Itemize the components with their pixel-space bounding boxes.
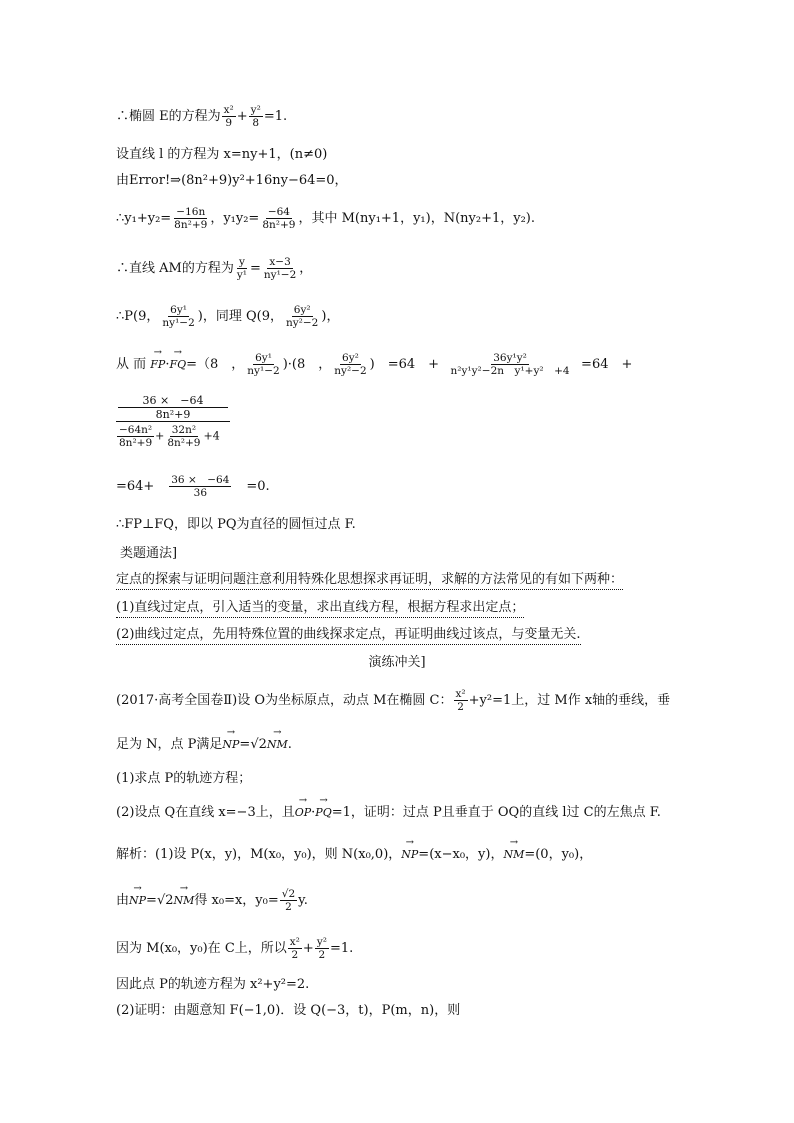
- text: ，y₁y₂=: [210, 211, 260, 226]
- denominator: 2: [457, 701, 464, 713]
- section-heading-method: 类题通法]: [120, 546, 178, 561]
- text: =1，证明：过点 P且垂直于 OQ的直线 l过 C的左焦点 F.: [331, 805, 661, 820]
- fraction: [222, 104, 236, 129]
- compound-fraction: [116, 392, 230, 449]
- text: 由: [116, 893, 130, 908]
- fraction: [280, 888, 297, 913]
- compound-numerator: [116, 394, 230, 422]
- problem-statement-1: [116, 688, 670, 713]
- text: ∴P(9，: [116, 309, 160, 324]
- numerator: √2: [281, 888, 296, 900]
- fraction: [172, 206, 209, 231]
- numerator: y²: [316, 936, 327, 948]
- text: =1.: [263, 109, 288, 124]
- denominator: 8n²+9: [119, 437, 153, 449]
- denominator: 8n²+9: [155, 408, 191, 421]
- denominator: ny²−2: [334, 365, 367, 377]
- compound-denominator: [116, 422, 220, 449]
- text: =（8 ，: [186, 357, 245, 372]
- fraction: [262, 256, 298, 281]
- numerator: 36 × −64: [171, 474, 230, 486]
- text: 因为 M(x₀，y₀)在 C上，所以: [116, 941, 287, 956]
- text: ∴椭圆 E的方程为: [116, 109, 221, 124]
- text: )·(8 ，: [282, 357, 332, 372]
- compound-fraction-body: [116, 394, 230, 449]
- fraction: [249, 104, 263, 129]
- numerator: −16n: [176, 206, 206, 218]
- denominator: ny¹−2: [263, 269, 297, 281]
- text: +: [302, 941, 314, 956]
- ellipse-equation-line: [116, 104, 287, 129]
- vector-nm: → NM: [174, 892, 195, 910]
- solution-line-2: [116, 888, 308, 913]
- denominator: 8n²+9: [174, 219, 208, 231]
- point-p-line: [116, 304, 339, 329]
- text: .: [287, 737, 292, 752]
- fraction: [454, 688, 468, 713]
- text: =(0，y₀)，: [524, 847, 593, 862]
- numerator: x²: [455, 688, 466, 700]
- text: ) =64 +: [369, 357, 440, 372]
- fraction: [315, 936, 329, 961]
- denominator: 8n²+9: [262, 219, 296, 231]
- denominator: 8n²+9: [167, 437, 201, 449]
- fraction: [235, 256, 249, 281]
- solution-line-4: 因此点 P的轨迹方程为 x²+y²=2.: [116, 977, 310, 992]
- text: 得 x₀=x，y₀=: [194, 893, 279, 908]
- question-2: [116, 804, 661, 822]
- denominator: 8: [252, 117, 260, 129]
- fraction: [117, 424, 154, 449]
- question-1: (1)求点 P的轨迹方程；: [116, 771, 252, 786]
- text: =: [250, 261, 261, 276]
- vector-nm: → NM: [267, 736, 288, 754]
- numerator: 6y¹: [170, 304, 187, 316]
- conclusion-line: ∴FP⊥FQ，即以 PQ为直径的圆恒过点 F.: [116, 517, 356, 532]
- fraction: [284, 304, 320, 329]
- section-heading-practice: 演练冲关]: [368, 655, 426, 670]
- fraction: [165, 424, 202, 449]
- text: +4: [203, 429, 220, 443]
- vector-np: → NP: [401, 846, 418, 864]
- fraction: [160, 304, 196, 329]
- numerator: 32n²: [171, 424, 197, 436]
- text: ，其中 M(ny₁+1，y₁)，N(ny₂+1，y₂).: [298, 211, 536, 226]
- solution-line-5: (2)证明：由题意知 F(−1,0)．设 Q(−3，t)，P(m，n)，则: [116, 1003, 461, 1018]
- text: ·: [165, 357, 170, 372]
- fraction: [332, 352, 368, 377]
- text: 从 而: [116, 357, 147, 372]
- vieta-line: [116, 206, 535, 231]
- vector-fp: → FP: [150, 356, 165, 374]
- text: +: [155, 429, 165, 443]
- text: =(x−x₀，y)，: [418, 847, 504, 862]
- text: y.: [298, 893, 308, 908]
- text: =√2: [146, 893, 174, 908]
- text: ，: [299, 261, 313, 276]
- denominator: ny²−2: [285, 317, 319, 329]
- fraction: [155, 474, 245, 499]
- text: +: [236, 109, 248, 124]
- vector-pq: → PQ: [315, 804, 331, 822]
- denominator: y¹: [236, 269, 247, 281]
- method-intro: 定点的探索与证明问题注意利用特殊化思想探求再证明，求解的方法常见的有如下两种：: [116, 571, 623, 590]
- vector-nm: → NM: [503, 846, 524, 864]
- text: ·: [311, 805, 316, 820]
- solution-line-3: [116, 936, 353, 961]
- vector-op: → OP: [295, 804, 311, 822]
- system-line: 由Error!⇒(8n²+9)y²+16ny−64=0，: [116, 173, 348, 188]
- denominator: n²y¹y²−2n y¹+y² +4: [450, 365, 570, 377]
- denominator: 2: [318, 949, 326, 961]
- text: +y²=1上，过 M作 x轴的垂线，垂: [468, 693, 671, 708]
- text: =1.: [329, 941, 354, 956]
- solution-line-1: [116, 846, 592, 864]
- text: (2017·高考全国卷Ⅱ)设 O为坐标原点，动点 M在椭圆 C：: [116, 693, 453, 708]
- numerator: −64: [267, 206, 290, 218]
- fraction: [260, 206, 297, 231]
- text: =64+: [116, 479, 155, 494]
- denominator: 2: [291, 949, 299, 961]
- numerator: 36 × −64: [118, 394, 228, 408]
- text: =64 +: [581, 357, 633, 372]
- fraction: [288, 936, 302, 961]
- vector-fq: → FQ: [169, 356, 186, 374]
- text: ∴直线 AM的方程为: [116, 261, 234, 276]
- vector-np: → NP: [129, 892, 146, 910]
- numerator: 6y¹: [255, 352, 272, 364]
- text: (2)设点 Q在直线 x=−3上，且: [116, 805, 295, 820]
- numerator: y²: [250, 104, 261, 116]
- text: 足为 N，点 P满足: [116, 737, 223, 752]
- vector-np: → NP: [222, 736, 239, 754]
- text: =√2: [239, 737, 267, 752]
- denominator: 9: [225, 117, 233, 129]
- denominator: ny¹−2: [247, 365, 280, 377]
- numerator: y: [238, 256, 245, 268]
- text: 解析：(1)设 P(x，y)，M(x₀，y₀)，则 N(x₀,0)，: [116, 847, 402, 862]
- text: )，同理 Q(9，: [197, 309, 283, 324]
- problem-statement-2: [116, 736, 292, 754]
- numerator: x²: [223, 104, 234, 116]
- denominator: 2: [285, 901, 292, 913]
- fraction: [440, 352, 580, 377]
- line-equation: 设直线 l 的方程为 x=ny+1，(n≠0): [116, 147, 328, 162]
- result-line: [116, 474, 270, 499]
- dot-product-line: [116, 352, 632, 377]
- method-item-2: (2)曲线过定点，先用特殊位置的曲线探求定点，再证明曲线过该点，与变量无关.: [116, 626, 581, 645]
- line-am-equation: [116, 256, 312, 281]
- method-item-1: (1)直线过定点，引入适当的变量，求出直线方程，根据方程求出定点；: [116, 599, 524, 618]
- text: ∴y₁+y₂=: [116, 211, 172, 226]
- numerator: 6y²: [342, 352, 359, 364]
- numerator: −64n²: [119, 424, 153, 436]
- numerator: x−3: [269, 256, 291, 268]
- fraction: [245, 352, 281, 377]
- numerator: 36y¹y²: [493, 352, 527, 364]
- text: )，: [321, 309, 340, 324]
- denominator: ny¹−2: [162, 317, 195, 329]
- denominator: 36: [193, 487, 208, 499]
- text: =0.: [246, 479, 270, 494]
- numerator: x²: [289, 936, 300, 948]
- numerator: 6y²: [293, 304, 311, 316]
